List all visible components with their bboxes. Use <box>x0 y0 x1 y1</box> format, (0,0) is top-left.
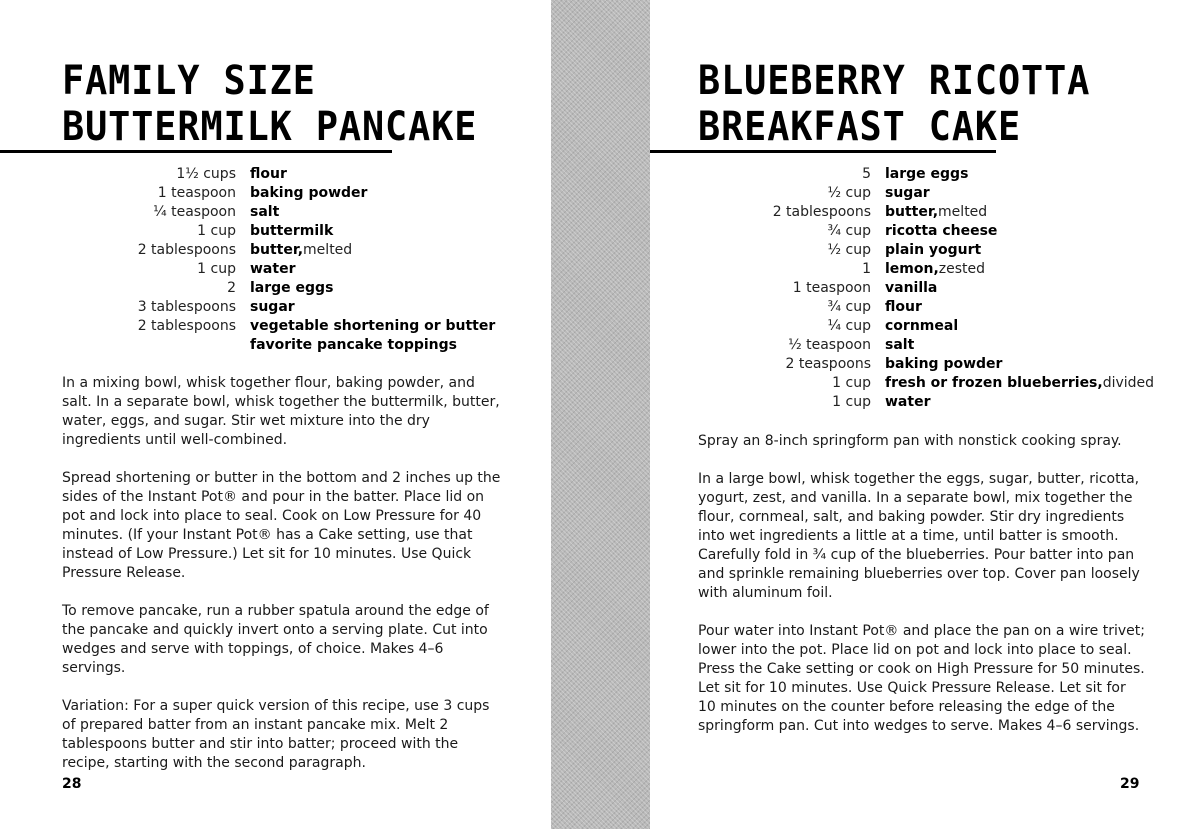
ingredient-name: vegetable shortening or butter <box>250 318 496 334</box>
ingredient-amount: 1 cup <box>197 223 236 239</box>
title-line-2: BREAKFAST CAKE <box>698 104 1022 150</box>
recipe-title <box>698 58 1090 150</box>
instruction-paragraph: In a large bowl, whisk together the eggs, sugar, butter, ricotta, yogurt, zest, and vanilla. In a separate bowl, mix together the flour, cornmeal, salt, and baking powder. Stir dry ingredients into wet ingredients a little at a time, until batter is smooth. Carefully fold in ¾ cup of the blueberries. Pour batter into pan and sprinkle remaining blueberries over top. Cover pan loosely with aluminum foil. <box>698 471 1140 601</box>
title-rule <box>650 150 996 153</box>
ingredient-amount: 1 cup <box>832 375 871 391</box>
left-page <box>0 0 551 829</box>
ingredient-name: butter, <box>885 204 939 220</box>
ingredient-row <box>100 222 495 241</box>
ingredient-row <box>732 260 1154 279</box>
ingredient-row <box>100 241 495 260</box>
ingredient-note: melted <box>938 204 988 220</box>
instructions <box>62 374 502 792</box>
ingredient-amount: 5 <box>862 166 871 182</box>
ingredient-name: vanilla <box>885 280 938 296</box>
ingredient-name: flour <box>250 166 287 182</box>
ingredient-amount: 2 teaspoons <box>785 356 871 372</box>
ingredient-amount: 2 tablespoons <box>772 204 871 220</box>
ingredient-name: lemon, <box>885 261 939 277</box>
ingredient-name: buttermilk <box>250 223 334 239</box>
ingredient-row <box>100 317 495 336</box>
ingredient-row <box>732 336 1154 355</box>
recipe-title <box>62 58 477 150</box>
ingredient-amount: ¼ cup <box>827 318 871 334</box>
ingredient-name: salt <box>250 204 280 220</box>
ingredient-name: plain yogurt <box>885 242 982 258</box>
ingredient-name: sugar <box>885 185 930 201</box>
ingredient-row <box>732 184 1154 203</box>
ingredient-name: sugar <box>250 299 295 315</box>
ingredient-amount: ¾ cup <box>827 299 871 315</box>
page-number: 29 <box>1120 776 1140 792</box>
page-number: 28 <box>62 776 82 792</box>
ingredient-note: divided <box>1102 375 1155 391</box>
ingredient-amount: 1 teaspoon <box>792 280 871 296</box>
ingredient-amount: ½ cup <box>827 242 871 258</box>
ingredient-row <box>100 203 495 222</box>
ingredient-name: baking powder <box>250 185 368 201</box>
ingredient-amount: ½ cup <box>827 185 871 201</box>
ingredient-row <box>732 241 1154 260</box>
title-rule <box>0 150 392 153</box>
ingredient-amount: ¾ cup <box>827 223 871 239</box>
ingredient-list <box>732 165 1154 412</box>
instruction-paragraph: Spread shortening or butter in the bottom and 2 inches up the sides of the Instant Pot® and pour in the batter. Place lid on pot and lock into place to seal. Cook on Low Pressure for 40 minutes. (If your Instant Pot® has a Cake setting, use that instead of Low Pressure.) Let sit for 10 minutes. Use Quick Pressure Release. <box>62 470 501 581</box>
ingredient-name: baking powder <box>885 356 1003 372</box>
ingredient-row <box>100 165 495 184</box>
instruction-paragraph: In a mixing bowl, whisk together flour, baking powder, and salt. In a separate bowl, whisk together the buttermilk, butter, water, eggs, and sugar. Stir wet mixture into the dry ingredients until well-combined. <box>62 375 500 448</box>
ingredient-amount: 2 <box>227 280 236 296</box>
right-page <box>650 0 1200 829</box>
ingredient-name: water <box>885 394 931 410</box>
ingredient-amount: 3 tablespoons <box>137 299 236 315</box>
ingredient-name: cornmeal <box>885 318 959 334</box>
ingredient-row <box>100 279 495 298</box>
title-line-1: FAMILY SIZE <box>62 58 316 104</box>
variation-paragraph: Variation: For a super quick version of this recipe, use 3 cups of prepared batter from an instant pancake mix. Melt 2 tablespoons butter and stir into batter; proceed with the recipe, starting with the second paragraph. <box>62 698 490 771</box>
ingredient-name: large eggs <box>250 280 334 296</box>
ingredient-amount: 1½ cups <box>176 166 236 182</box>
ingredient-note: zested <box>938 261 986 277</box>
ingredient-row <box>732 355 1154 374</box>
ingredient-name: favorite pancake toppings <box>250 337 458 353</box>
ingredient-row <box>732 317 1154 336</box>
ingredient-amount: 1 teaspoon <box>157 185 236 201</box>
ingredient-name: large eggs <box>885 166 969 182</box>
ingredient-amount <box>100 336 250 355</box>
ingredient-row <box>100 298 495 317</box>
ingredient-amount: ½ teaspoon <box>788 337 871 353</box>
ingredient-name: fresh or frozen blueberries, <box>885 375 1103 391</box>
instruction-paragraph: Spray an 8-inch springform pan with nonstick cooking spray. <box>698 433 1122 449</box>
book-gutter <box>551 0 650 829</box>
ingredient-name: salt <box>885 337 915 353</box>
ingredient-amount: 1 cup <box>197 261 236 277</box>
ingredient-row <box>732 279 1154 298</box>
instruction-paragraph: Pour water into Instant Pot® and place the pan on a wire trivet; lower into the pot. Place lid on pot and lock into place to seal. Press the Cake setting or cook on High Pressure for 50 minutes. Let sit for 10 minutes. Use Quick Pressure Release. Let sit for 10 minutes on the counter before releasing the edge of the springform pan. Cut into wedges to serve. Makes 4–6 servings. <box>698 623 1145 734</box>
ingredient-row <box>100 336 495 355</box>
title-line-2: BUTTERMILK PANCAKE <box>62 104 478 150</box>
ingredient-row <box>100 184 495 203</box>
ingredient-row <box>732 393 1154 412</box>
ingredient-amount: 2 tablespoons <box>137 318 236 334</box>
ingredient-amount: 1 <box>862 261 871 277</box>
ingredient-list <box>100 165 495 355</box>
ingredient-row <box>732 165 1154 184</box>
ingredient-row <box>732 374 1154 393</box>
ingredient-name: flour <box>885 299 922 315</box>
ingredient-row <box>100 260 495 279</box>
ingredient-amount: ¼ teaspoon <box>153 204 236 220</box>
ingredient-row <box>732 203 1154 222</box>
ingredient-name: butter, <box>250 242 304 258</box>
instructions <box>698 432 1146 755</box>
ingredient-name: water <box>250 261 296 277</box>
ingredient-amount: 1 cup <box>832 394 871 410</box>
ingredient-row <box>732 222 1154 241</box>
ingredient-note: melted <box>303 242 353 258</box>
title-line-1: BLUEBERRY RICOTTA <box>698 58 1091 104</box>
ingredient-row <box>732 298 1154 317</box>
ingredient-name: ricotta cheese <box>885 223 998 239</box>
instruction-paragraph: To remove pancake, run a rubber spatula around the edge of the pancake and quickly invert onto a serving plate. Cut into wedges and serve with toppings, of choice. Makes 4–6 servings. <box>62 603 489 676</box>
ingredient-amount: 2 tablespoons <box>137 242 236 258</box>
